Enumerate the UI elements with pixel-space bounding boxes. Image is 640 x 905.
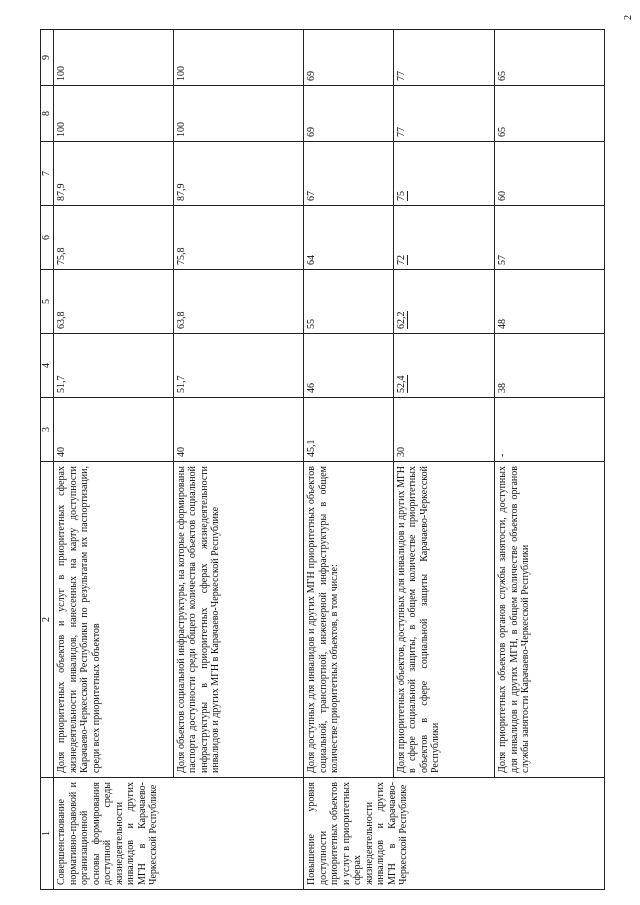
- value-text: 52,4: [395, 375, 407, 393]
- indicator-cell: Доля приоритетных объектов, доступных для инвалидов и других МГН в сфере социальной защиты, в общем количестве приоритетных объектов в сфере социальной защиты Карачаево-Черкесской Республики: [393, 462, 495, 778]
- indicators-table: [40, 29, 605, 890]
- value-cell: 77: [393, 30, 495, 86]
- value-cell: 75,8: [54, 206, 174, 270]
- value-cell: 63,8: [173, 270, 303, 334]
- value-cell: 87,9: [54, 142, 174, 206]
- value-cell: 77: [393, 86, 495, 142]
- value-cell: 100: [173, 30, 303, 86]
- value-cell: -: [495, 398, 605, 462]
- table-row: [173, 30, 303, 890]
- value-cell: 69: [304, 86, 393, 142]
- task-cell: Совершенствование нормативно-правовой и организационной основы формирования доступной среды жизнедеятельности инвалидов и других МГН в Карачаево-Черкесской Республике: [54, 778, 304, 890]
- column-header: 6: [41, 206, 54, 270]
- value-text: 72: [395, 255, 407, 265]
- value-cell: 67: [304, 142, 393, 206]
- value-cell: 40: [173, 398, 303, 462]
- value-cell: [393, 206, 495, 270]
- value-cell: 48: [495, 270, 605, 334]
- value-cell: 46: [304, 334, 393, 398]
- value-text: 62,2: [395, 311, 407, 329]
- value-cell: 65: [495, 86, 605, 142]
- column-header: 1: [41, 778, 54, 890]
- value-cell: 69: [304, 30, 393, 86]
- column-header: 5: [41, 270, 54, 334]
- value-cell: 63,8: [54, 270, 174, 334]
- column-header: 2: [41, 462, 54, 778]
- header-row: [41, 30, 54, 890]
- column-header: 8: [41, 86, 54, 142]
- page-number: 2: [623, 15, 634, 20]
- value-cell: 64: [304, 206, 393, 270]
- value-cell: [393, 142, 495, 206]
- value-cell: 100: [54, 30, 174, 86]
- table-row: [54, 30, 174, 890]
- indicator-cell: Доля объектов социальной инфраструктуры, на которые сформированы паспорта доступности среди общего количества объектов социальной инфраструктуры в приоритетных сферах жизнедеятельности инвалидов и других МГН в Карачаево-Черкесской Республике: [173, 462, 303, 778]
- value-cell: 30: [393, 398, 495, 462]
- value-cell: 60: [495, 142, 605, 206]
- table-row: [495, 30, 605, 890]
- value-cell: 55: [304, 270, 393, 334]
- value-cell: 100: [54, 86, 174, 142]
- indicator-cell: Доля приоритетных объектов и услуг в приоритетных сферах жизнедеятельности инвалидов, нанесенных на карту доступности Карачаево-Черкесской Республики по результатам их паспортизации, среди всех приоритетных объектов: [54, 462, 174, 778]
- value-cell: 57: [495, 206, 605, 270]
- column-header: 9: [41, 30, 54, 86]
- value-cell: 51,7: [173, 334, 303, 398]
- table-row: [304, 30, 393, 890]
- rotated-table-container: [40, 30, 605, 890]
- value-cell: 100: [173, 86, 303, 142]
- column-header: 7: [41, 142, 54, 206]
- value-cell: 75,8: [173, 206, 303, 270]
- value-cell: [393, 270, 495, 334]
- column-header: 3: [41, 398, 54, 462]
- indicator-cell: Доля доступных для инвалидов и других МГН приоритетных объектов социальной, транспортной, инженерной инфраструктуры в общем количестве приоритетных объектов, в том числе:: [304, 462, 393, 778]
- task-cell: Повышение уровня доступности приоритетных объектов и услуг в приоритетных сферах жизнедеятельности инвалидов и других МГН в Карачаево-Черкесской Республике: [304, 778, 605, 890]
- value-cell: [393, 334, 495, 398]
- column-header: 4: [41, 334, 54, 398]
- value-cell: 38: [495, 334, 605, 398]
- value-cell: 40: [54, 398, 174, 462]
- value-cell: 51,7: [54, 334, 174, 398]
- value-cell: 65: [495, 30, 605, 86]
- indicator-cell: Доля приоритетных объектов органов службы занятости, доступных для инвалидов и других МГН, в общем количестве объектов органов службы занятости Карачаево-Черкесской Республики: [495, 462, 605, 778]
- table-row: [393, 30, 495, 890]
- value-cell: 45,1: [304, 398, 393, 462]
- value-text: 75: [395, 191, 407, 201]
- value-cell: 87,9: [173, 142, 303, 206]
